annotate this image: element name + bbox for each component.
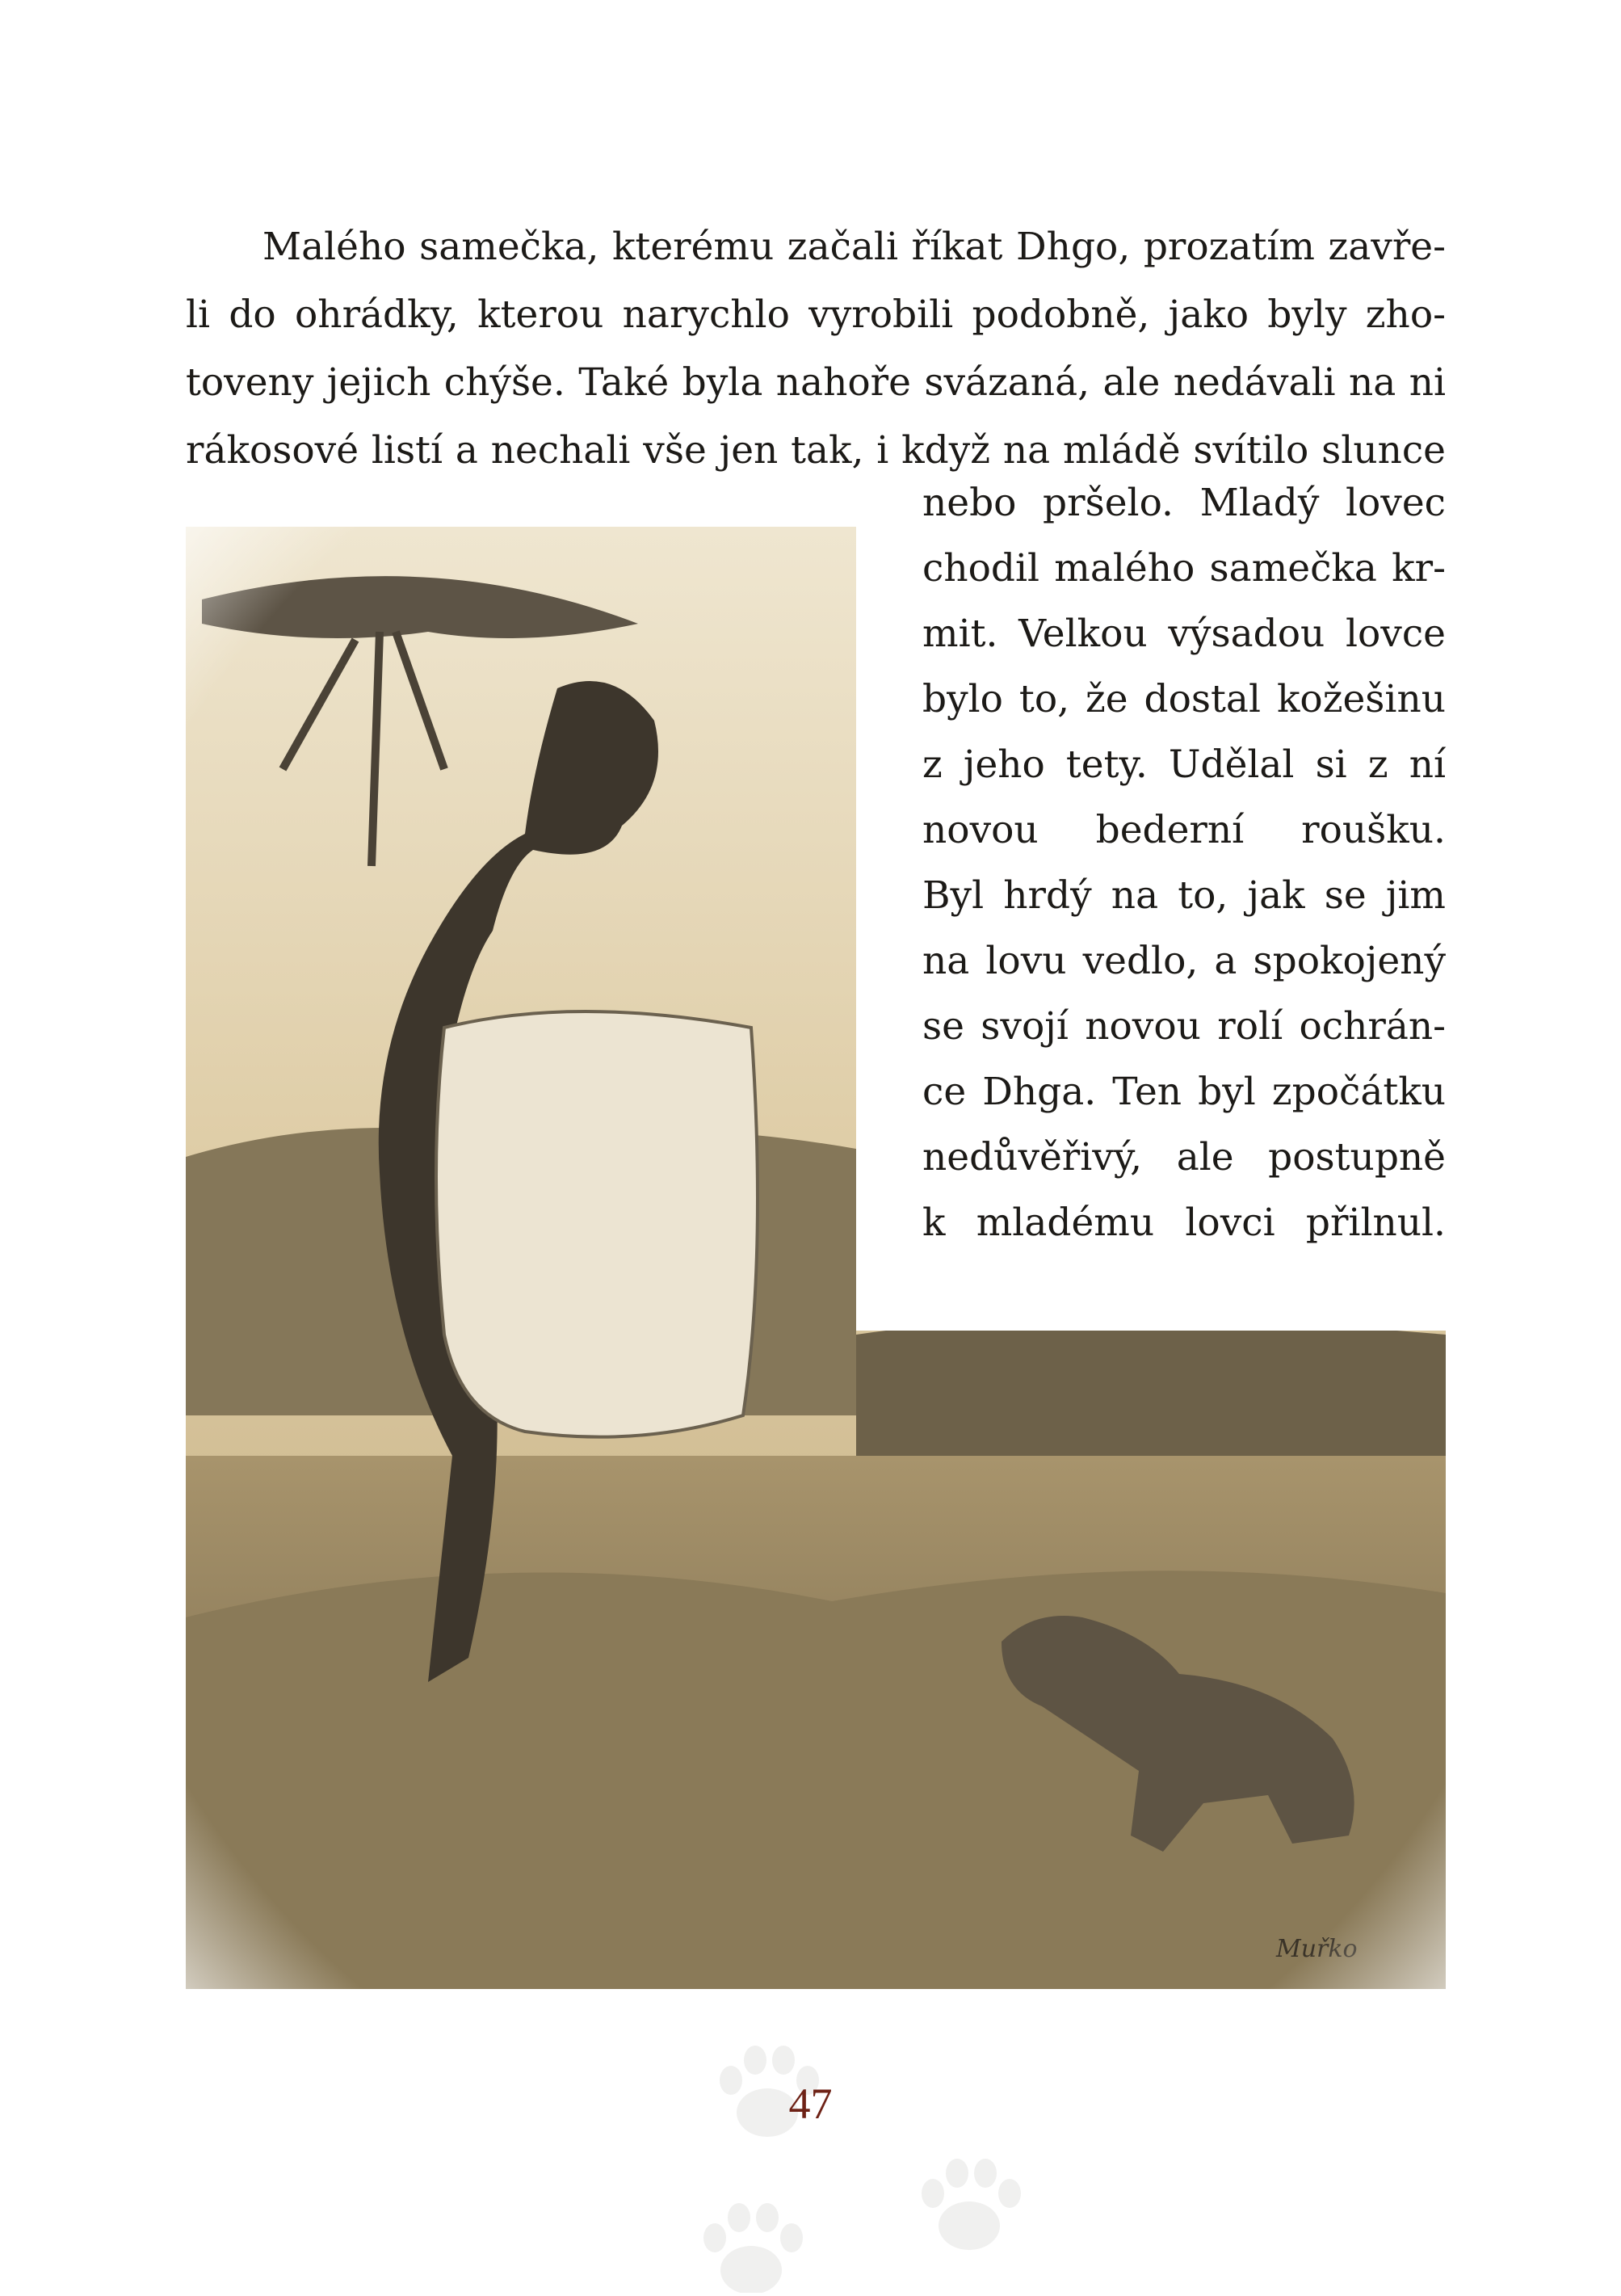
text-line: Malého samečka, kterému začali říkat Dhgo, prozatím zavře- (262, 225, 1446, 269)
text-line: na lovu vedlo, a spokojený (922, 939, 1446, 983)
text-line: k mladému lovci přilnul. (922, 1201, 1446, 1245)
text-line: bylo to, že dostal kožešinu (922, 677, 1446, 721)
text-line: z jeho tety. Udělal si z ní (922, 742, 1446, 787)
text-line: li do ohrádky, kterou narychlo vyrobili podobně, jako byly zho- (186, 292, 1446, 337)
text-line: nebo pršelo. Mladý lovec (922, 481, 1446, 525)
text-line: Byl hrdý na to, jak se jim (922, 873, 1446, 918)
hunter-hyena-illustration (186, 527, 1446, 1989)
paw-prints-decoration (662, 2036, 1050, 2293)
text-line: rákosové listí a nechali vše jen tak, i když na mládě svítilo slunce (186, 428, 1446, 473)
text-line: toveny jejich chýše. Také byla nahoře svázaná, ale nedávali na ni (186, 360, 1446, 405)
text-line: mit. Velkou výsadou lovce (922, 612, 1446, 656)
text-line: ce Dhga. Ten byl zpočátku (922, 1070, 1446, 1114)
text-line: chodil malého samečka kr- (922, 546, 1446, 591)
paragraph-top (186, 213, 1446, 485)
text-line: se svojí novou rolí ochrán- (922, 1004, 1446, 1049)
page-number: 47 (788, 2079, 833, 2128)
text-line: novou bederní roušku. (922, 808, 1446, 852)
text-line: nedůvěřivý, ale postupně (922, 1135, 1446, 1180)
